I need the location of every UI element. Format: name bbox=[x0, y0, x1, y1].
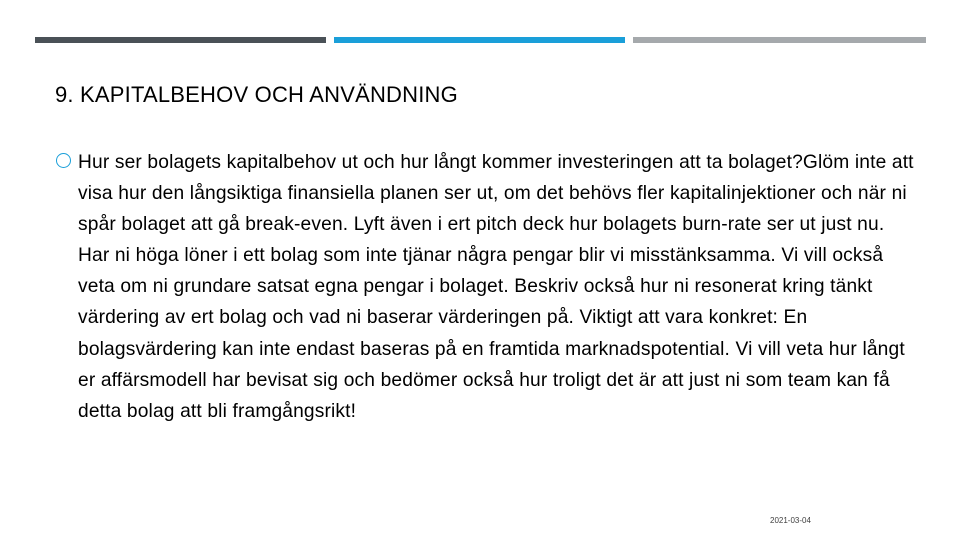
accent-bar-blue bbox=[334, 37, 625, 43]
bullet-item bbox=[56, 147, 916, 427]
accent-bar-gray bbox=[633, 37, 926, 43]
accent-bar-dark bbox=[35, 37, 326, 43]
hollow-circle-icon bbox=[56, 153, 71, 168]
slide-title: 9. KAPITALBEHOV OCH ANVÄNDNING bbox=[55, 82, 458, 107]
slide-date: 2021-03-04 bbox=[770, 516, 811, 525]
bullet-text: Hur ser bolagets kapitalbehov ut och hur långt kommer investeringen att ta bolaget?Glöm inte att visa hur den långsiktiga finansiella planen ser ut, om det behövs fler kapitalinjektioner och när ni spår bolaget att gå break-even. Lyft även i ert pitch deck hur bolagets burn-rate ser ut just nu. Har ni höga löner i ett bolag som inte tjänar några pengar blir vi misstänksamma. Vi vill också veta om ni grundare satsat egna pengar i bolaget. Beskriv också hur ni resonerat kring tänkt värdering av ert bolag och vad ni baserar värderingen på. Viktigt att vara konkret: En bolagsvärdering kan inte endast baseras på en framtida marknadspotential. Vi vill veta hur långt er affärsmodell har bevisat sig och bedömer också hur troligt det är att just ni som team kan få detta bolag att bli framgångsrikt! bbox=[78, 152, 914, 422]
